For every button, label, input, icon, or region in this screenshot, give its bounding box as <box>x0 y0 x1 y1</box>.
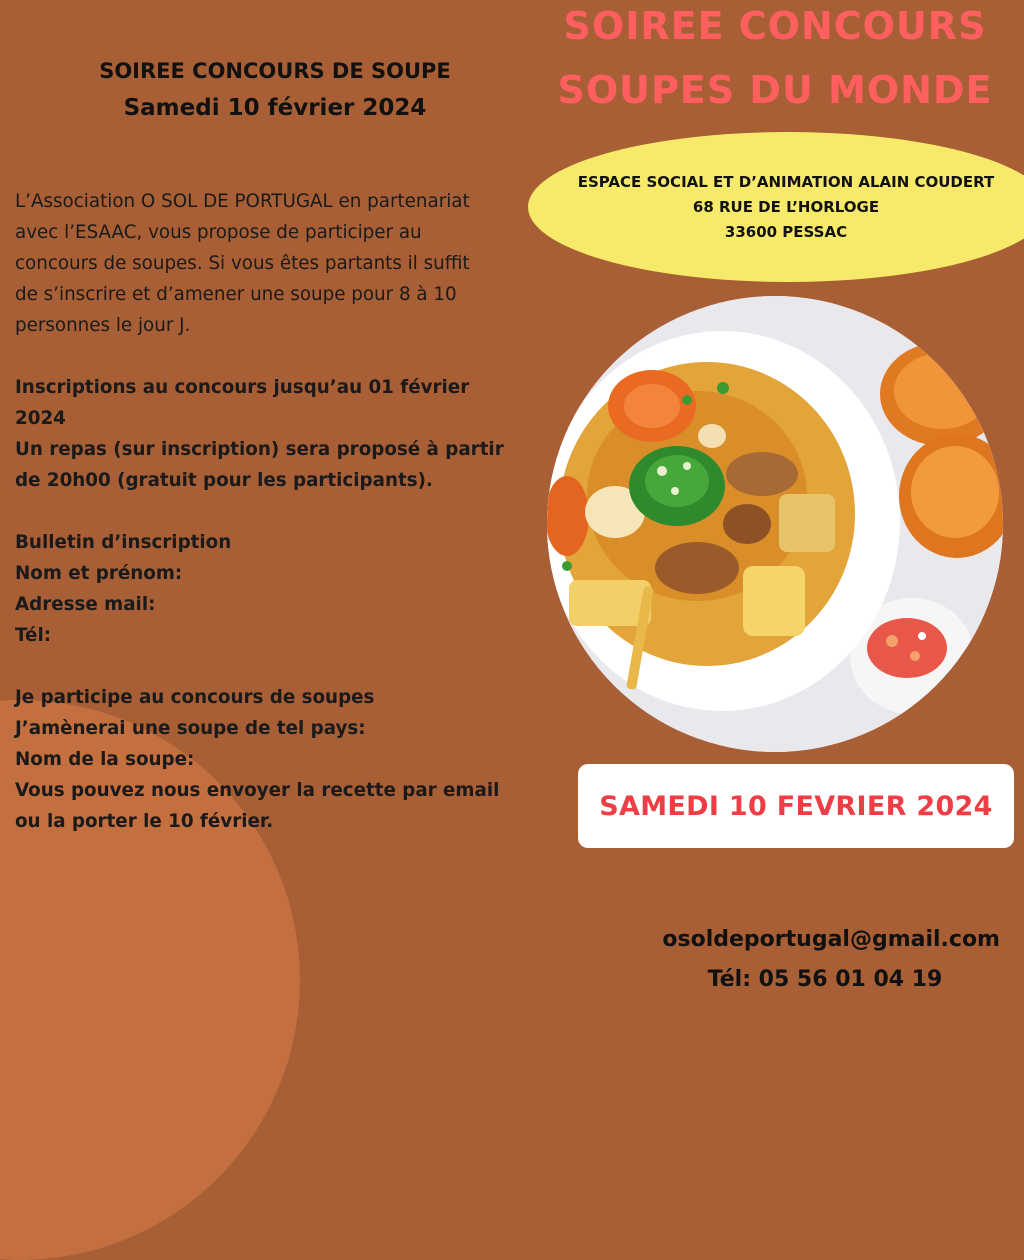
event-heading: SOIREE CONCOURS DE SOUPE <box>99 59 451 83</box>
event-date-heading: Samedi 10 février 2024 <box>123 95 427 121</box>
bulletin-field-email: Adresse mail: <box>15 594 156 615</box>
participation-line: Je participe au concours de soupes <box>15 687 375 708</box>
venue-city: 33600 PESSAC <box>724 223 848 241</box>
left-header <box>40 56 510 126</box>
intro-line: avec l’ESAAC, vous propose de participer au <box>15 222 422 243</box>
soup-illustration <box>547 296 1003 752</box>
intro-line: personnes le jour J. <box>15 315 191 336</box>
inscriptions-paragraph <box>15 372 540 496</box>
inscriptions-line: 2024 <box>15 408 66 429</box>
poster-title-line1: SOIREE CONCOURS <box>563 4 987 48</box>
contact-info <box>560 920 1000 1000</box>
participation-line: Vous pouvez nous envoyer la recette par email <box>15 780 500 801</box>
venue-name: ESPACE SOCIAL ET D’ANIMATION ALAIN COUDERT <box>577 173 995 191</box>
body-text <box>15 186 540 837</box>
inscriptions-line: Un repas (sur inscription) sera proposé à partir <box>15 439 504 460</box>
date-banner <box>578 764 1014 848</box>
participation-line: ou la porter le 10 février. <box>15 811 274 832</box>
contact-email: osoldeportugal@gmail.com <box>662 927 1000 952</box>
intro-paragraph <box>15 186 540 341</box>
intro-line: L’Association O SOL DE PORTUGAL en partenariat <box>15 191 470 212</box>
contact-phone: Tél: 05 56 01 04 19 <box>707 967 943 992</box>
venue-street: 68 RUE DE L’HORLOGE <box>692 198 880 216</box>
poster-title-line2: SOUPES DU MONDE <box>557 68 993 112</box>
poster-title <box>540 6 1010 110</box>
participation-line: Nom de la soupe: <box>15 749 195 770</box>
soup-photo <box>547 296 1003 752</box>
venue-address <box>548 170 1024 245</box>
bulletin-field-phone: Tél: <box>15 625 52 646</box>
participation-section <box>15 682 540 837</box>
intro-line: de s’inscrire et d’amener une soupe pour 8 à 10 <box>15 284 457 305</box>
date-banner-text: SAMEDI 10 FEVRIER 2024 <box>599 790 993 822</box>
participation-line: J’amènerai une soupe de tel pays: <box>15 718 366 739</box>
bulletin-field-name: Nom et prénom: <box>15 563 183 584</box>
intro-line: concours de soupes. Si vous êtes partants il suffit <box>15 253 470 274</box>
bulletin-title: Bulletin d’inscription <box>15 532 232 553</box>
inscriptions-line: Inscriptions au concours jusqu’au 01 février <box>15 377 470 398</box>
inscriptions-line: de 20h00 (gratuit pour les participants). <box>15 470 433 491</box>
bulletin-section <box>15 527 540 651</box>
